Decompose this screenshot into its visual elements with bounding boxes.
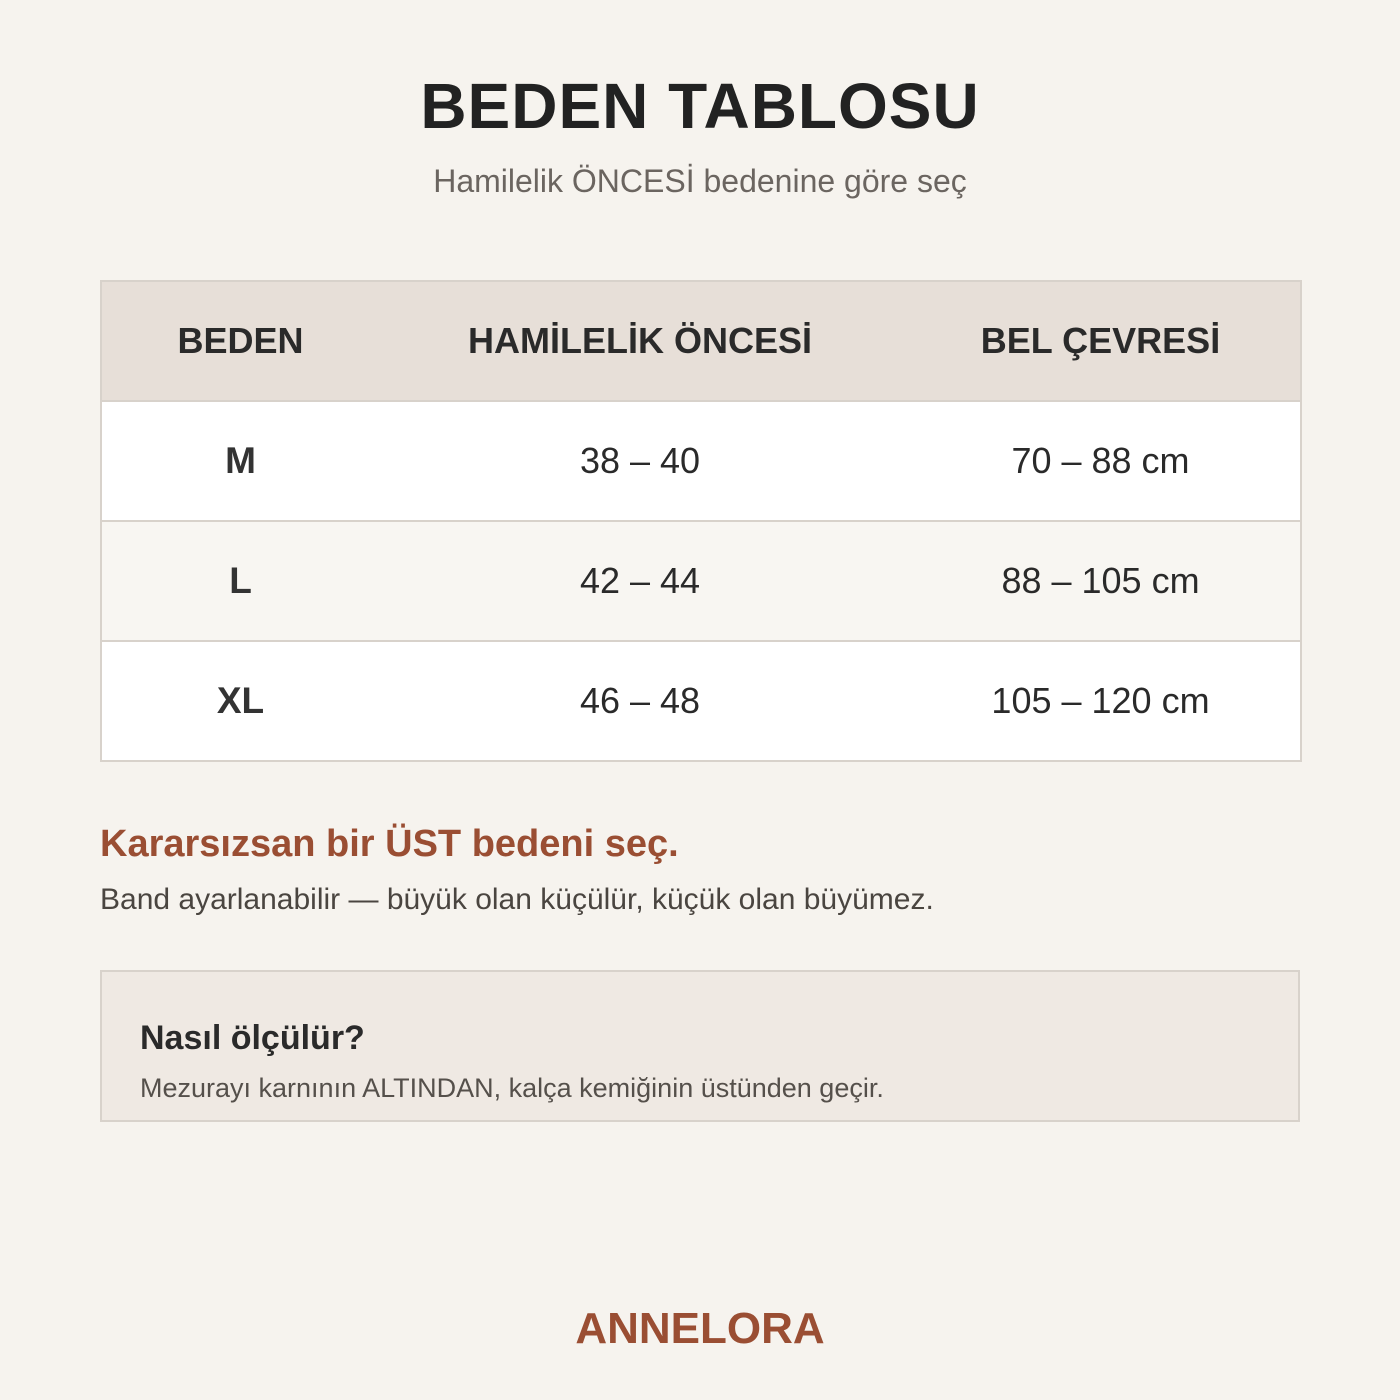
column-header-pre-pregnancy: HAMİLELİK ÖNCESİ xyxy=(379,281,901,401)
pre-pregnancy-cell: 46 – 48 xyxy=(379,641,901,761)
measurement-title: Nasıl ölçülür? xyxy=(140,1019,365,1057)
page-subtitle: Hamilelik ÖNCESİ bedenine göre seç xyxy=(433,163,967,199)
pre-pregnancy-cell: 42 – 44 xyxy=(379,521,901,641)
table-row xyxy=(101,521,1301,641)
column-header-size: BEDEN xyxy=(101,281,379,401)
pre-pregnancy-cell: 38 – 40 xyxy=(379,401,901,521)
measurement-text: Mezurayı karnının ALTINDAN, kalça kemiğinin üstünden geçir. xyxy=(140,1073,884,1103)
size-tip-text: Band ayarlanabilir — büyük olan küçülür, küçük olan büyümez. xyxy=(100,883,934,916)
brand-name: ANNELORA xyxy=(575,1304,825,1353)
waist-cell: 105 – 120 cm xyxy=(901,641,1301,761)
size-cell: L xyxy=(101,521,379,641)
waist-cell: 70 – 88 cm xyxy=(901,401,1301,521)
column-header-waist: BEL ÇEVRESİ xyxy=(901,281,1301,401)
measurement-info-box xyxy=(100,970,1300,1122)
size-chart-table xyxy=(100,280,1302,762)
table-row xyxy=(101,401,1301,521)
page-title: BEDEN TABLOSU xyxy=(420,70,980,142)
size-tip-title: Kararsızsan bir ÜST bedeni seç. xyxy=(100,823,679,865)
size-cell: M xyxy=(101,401,379,521)
table-row xyxy=(101,641,1301,761)
size-cell: XL xyxy=(101,641,379,761)
waist-cell: 88 – 105 cm xyxy=(901,521,1301,641)
table-header-row xyxy=(101,281,1301,401)
